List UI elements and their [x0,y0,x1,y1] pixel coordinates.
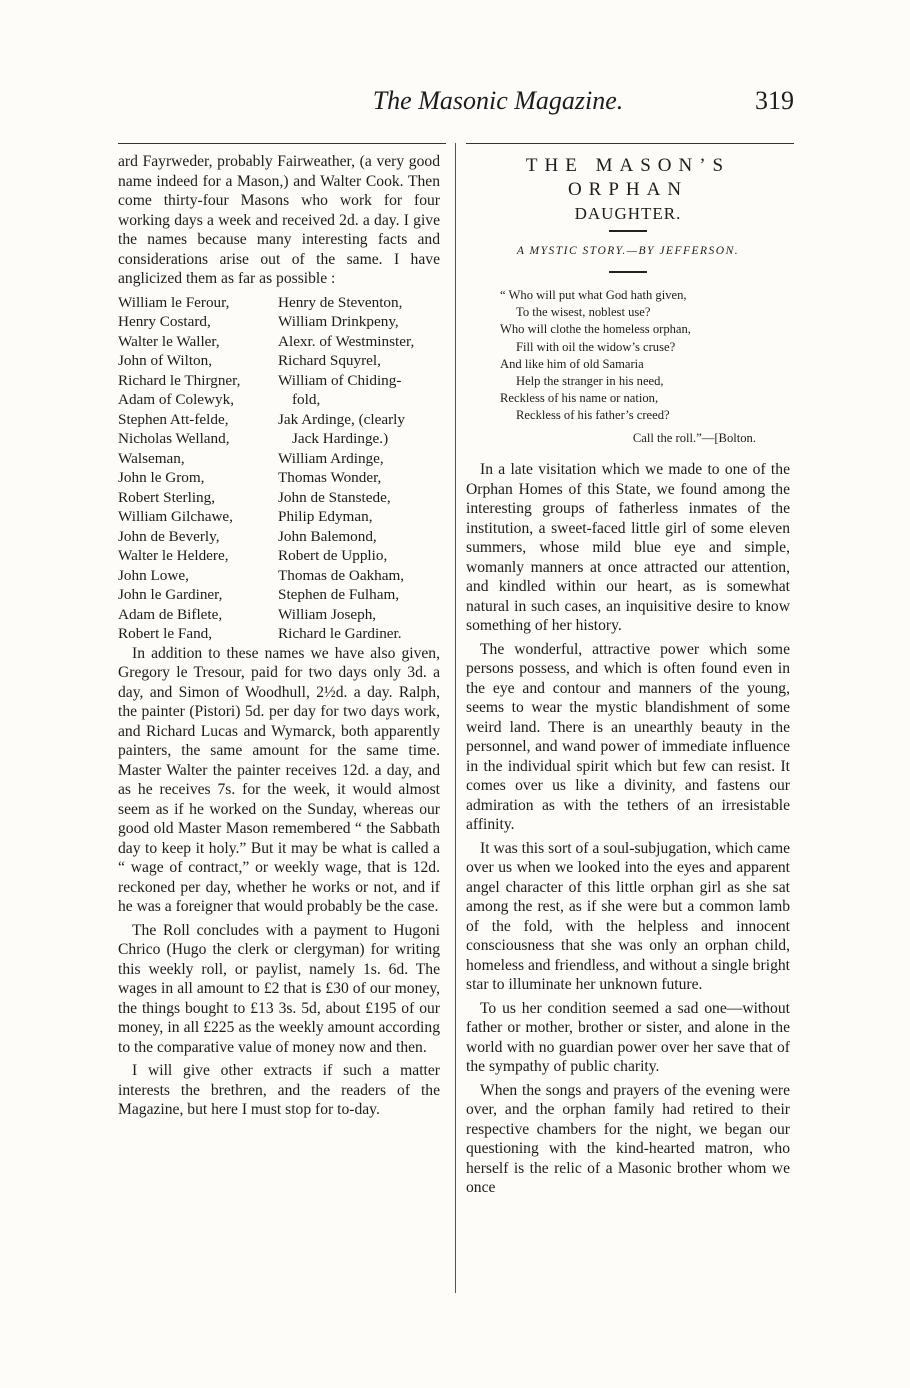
poem-line: Help the stranger in his need, [516,374,664,389]
name-right: fold, [292,391,321,408]
name-right: Richard le Gardiner. [278,625,402,642]
name-row [118,371,440,391]
name-left: William Gilchawe, [118,508,233,525]
name-left: Nicholas Welland, [118,430,230,447]
story-paragraph: In a late visitation which we made to one of the Orphan Homes of this State, we found among the interesting groups of fatherless inmates of the institution, a sweet-faced little girl of some eleven summers, whose mild blue eye and simple, womanly manners at once attracted our attention, and kindled within our heart, as is somewhat natural in such cases, an inquisitive desire to know something of her history. [466,461,790,635]
running-header [118,86,794,126]
story-paragraph: The wonderful, attractive power which some persons possess, and which is often found even in the eye and contour and manners of the young, seems to wear the mystic blandishment of some weird land. There is an unearthly beauty in the personnel, and wand power of immediate influence in the individual spirit which but few can resist. It comes over us like a divinity, and fastens our admiration as with the tethers of an irresistable affinity. [466,640,790,834]
closing-paragraph: I will give other extracts if such a matter interests the brethren, and the readers of the Magazine, but here I must stop for to-day. [118,1062,440,1118]
poem-line: Who will clothe the homeless orphan, [500,322,691,337]
name-row [118,351,440,371]
name-row [118,566,440,586]
poem-line: “ Who will put what God hath given, [500,288,687,302]
name-right: Thomas de Oakham, [278,566,405,584]
name-left: John de Beverly, [118,527,220,545]
story-title: THE MASON’S ORPHAN [525,155,731,200]
left-column [118,152,440,1124]
name-row [118,527,440,547]
name-row [118,488,440,508]
name-right: Stephen de Fulham, [278,586,400,603]
name-left: Robert le Fand, [118,625,213,642]
name-left: Richard le Thirgner, [118,371,241,389]
name-right: Thomas Wonder, [278,469,382,486]
name-row [118,410,440,430]
name-left: John Lowe, [118,566,189,584]
name-row [118,332,440,352]
poem-attribution: Call the roll.”—[Bolton. [632,430,756,445]
name-row [118,507,440,527]
name-right: John de Stanstede, [278,488,391,506]
roll-paragraph: The Roll concludes with a payment to Hugoni Chrico (Hugo the clerk or clergyman) for writing this weekly roll, or paylist, namely 1s. 6d. The wages in all amount to £2 that is £30 of our money, the things bought to £13 3s. 5d, about £195 of our money, in all £225 as the weekly amount according to the comparative value of money now and then. [118,921,440,1056]
story-paragraph: To us her condition seemed a sad one—without father or mother, brother or sister, and alone in the world with no guardian power over her save that of the sympathy of public charity. [466,999,790,1076]
magazine-title: The Masonic Magazine. [372,86,624,115]
name-right: Alexr. of Westminster, [278,332,415,350]
name-left: William le Ferour, [118,293,230,311]
name-right: John Balemond, [278,527,377,545]
name-right: Jack Hardinge.) [292,430,389,447]
name-right: Richard Squyrel, [278,352,381,369]
name-right: Robert de Upplio, [278,547,388,564]
story-paragraph: When the songs and prayers of the evening were over, and the orphan family had retired to their respective chambers for the night, we began our questioning with the kind-hearted matron, who herself is the relic of a Masonic brother whom we once [466,1081,790,1197]
header-rule-left [118,143,446,144]
name-left: Walseman, [118,449,185,467]
name-left: John le Gardiner, [118,586,223,603]
name-row [118,585,440,605]
name-left: Henry Costard, [118,313,211,330]
name-right: Henry de Steventon, [278,293,403,311]
name-left: Adam of Colewyk, [118,391,234,408]
poem-line: Reckless of his father’s creed? [516,408,670,423]
story-title-line2: DAUGHTER. [574,204,682,223]
intro-paragraph: ard Fayrweder, probably Fairweather, (a very good name indeed for a Mason,) and Walter Cook. Then come thirty-four Masons who work for four working days a week and received 2d. a day. I give the names because many interesting facts and considerations arise out of the same. I have anglicized them as far as possible : [118,153,440,287]
name-row [118,312,440,332]
page-number: 319 [755,86,794,115]
name-left: John le Grom, [118,469,205,486]
name-right: Jak Ardinge, (clearly [278,410,405,428]
wages-paragraph: In addition to these names we have also given, Gregory le Tresour, paid for two days only 3d. a day, and Simon of Woodhull, 2½d. a day. Ralph, the painter (Pistori) 5d. per day for two days work, and Richard Lucas and Wymarck, both apparently painters, the same amount for the same time. Master Walter the painter receives 12d. a day, and as he receives 7s. for the week, it would almost seem as if he worked on the Sunday, whereas our good old Master Mason remembered “ the Sabbath day to keep it holy.” But it may be what is called a “ wage of contract,” or weekly wage, that is 12d. reckoned per day, whether he works or not, and if he was a foreigner that would probably be the case. [118,644,440,915]
subtitle-rule [609,271,647,273]
name-row [118,390,440,410]
header-rule-right [466,143,794,144]
name-right: William Ardinge, [278,449,384,467]
name-right: William of Chiding- [278,371,402,389]
name-right: William Joseph, [278,605,377,623]
name-row [118,624,440,644]
poem-line: Fill with oil the widow’s cruse? [516,339,676,354]
mason-names-list [118,293,440,644]
name-row [118,546,440,566]
name-row [118,429,440,449]
name-right: William Drinkpeny, [278,313,399,330]
name-row [118,449,440,469]
name-right: Philip Edyman, [278,508,373,525]
name-row [118,293,440,313]
name-left: Walter le Heldere, [118,547,229,564]
title-rule [609,230,647,232]
name-left: Walter le Waller, [118,332,220,350]
column-divider [455,143,456,1293]
name-left: John of Wilton, [118,352,213,369]
name-row [118,605,440,625]
name-left: Stephen Att-felde, [118,410,229,428]
story-paragraph: It was this sort of a soul-subjugation, which came over us when we looked into the eyes and apparent angel character of this little orphan girl as she sat among the rest, as if she were but a common lamb of the fold, with the helpless and innocent consciousness that she was only an orphan child, homeless and friendless, and without a single bright star to illuminate her unknown future. [466,839,790,994]
right-column [466,152,790,1202]
poem-line: Reckless of his name or nation, [500,391,659,406]
poem-line: To the wisest, noblest use? [516,305,651,320]
story-subtitle: A MYSTIC STORY.—BY JEFFERSON. [516,244,740,257]
name-left: Robert Sterling, [118,488,216,506]
poem-line: And like him of old Samaria [500,356,644,371]
name-row [118,468,440,488]
name-left: Adam de Biflete, [118,605,223,623]
epigraph-poem [500,287,790,425]
